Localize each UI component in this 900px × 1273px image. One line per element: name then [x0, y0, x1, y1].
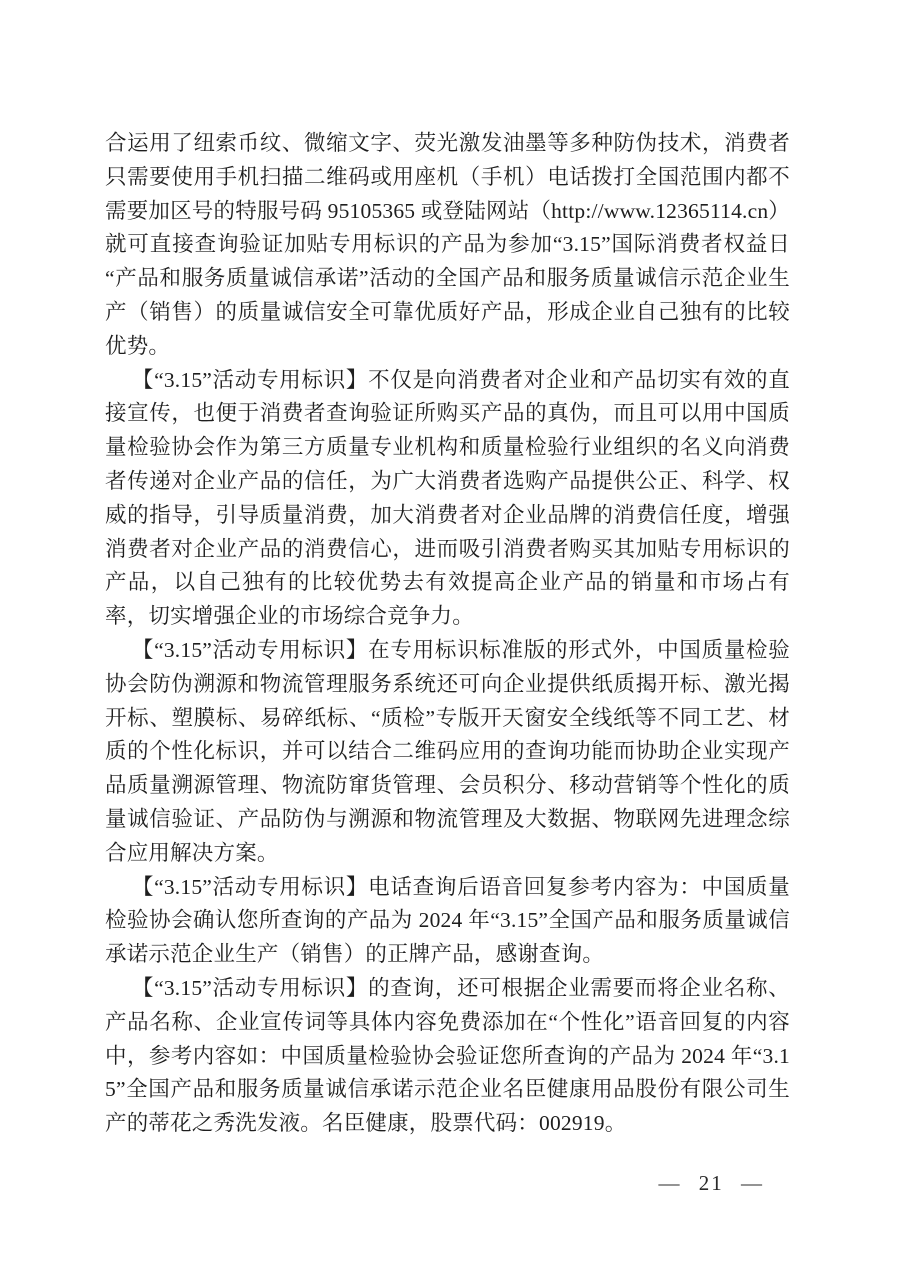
page-number-footer: — 21 — — [658, 1171, 764, 1195]
paragraph-5: 【“3.15”活动专用标识】的查询，还可根据企业需要而将企业名称、产品名称、企业宣传词等具体内容免费添加在“个性化”语音回复的内容中，参考内容如：中国质量检验协会验证您所查询的产品为 2024 年“3.15”全国产品和服务质量诚信承诺示范企业名臣健康用品股份有限公司生产的蒂花之秀洗发液。名臣健康，股票代码：002919。 — [105, 975, 790, 1136]
paragraph-2: 【“3.15”活动专用标识】不仅是向消费者对企业和产品切实有效的直接宣传，也便于消费者查询验证所购买产品的真伪，而且可以用中国质量检验协会作为第三方质量专业机构和质量检验行业组织的名义向消费者传递对企业产品的信任，为广大消费者选购产品提供公正、科学、权威的指导，引导质量消费，加大消费者对企业品牌的消费信任度，增强消费者对企业产品的消费信心，进而吸引消费者购买其加贴专用标识的产品，以自己独有的比较优势去有效提高企业产品的销量和市场占有率，切实增强企业的市场综合竞争力。 — [105, 367, 790, 629]
paragraph-4: 【“3.15”活动专用标识】电话查询后语音回复参考内容为：中国质量检验协会确认您所查询的产品为 2024 年“3.15”全国产品和服务质量诚信承诺示范企业生产（销售）的正牌产品，感谢查询。 — [105, 874, 790, 967]
paragraph-1: 合运用了纽索币纹、微缩文字、荧光激发油墨等多种防伪技术，消费者只需要使用手机扫描二维码或用座机（手机）电话拨打全国范围内都不需要加区号的特服号码 95105365 或登陆网站（http://www.12365114.cn）就可直接查询验证加贴专用标识的产品为参加“3.15”国际消费者权益日“产品和服务质量诚信承诺”活动的全国产品和服务质量诚信示范企业生产（销售）的质量诚信安全可靠优质好产品，形成企业自己独有的比较优势。 — [105, 131, 790, 358]
page-body-text — [105, 127, 790, 1141]
paragraph-3: 【“3.15”活动专用标识】在专用标识标准版的形式外，中国质量检验协会防伪溯源和物流管理服务系统还可向企业提供纸质揭开标、激光揭开标、塑膜标、易碎纸标、“质检”专版开天窗安全线纸等不同工艺、材质的个性化标识，并可以结合二维码应用的查询功能而协助企业实现产品质量溯源管理、物流防窜货管理、会员积分、移动营销等个性化的质量诚信验证、产品防伪与溯源和物流管理及大数据、物联网先进理念综合应用解决方案。 — [105, 637, 790, 865]
